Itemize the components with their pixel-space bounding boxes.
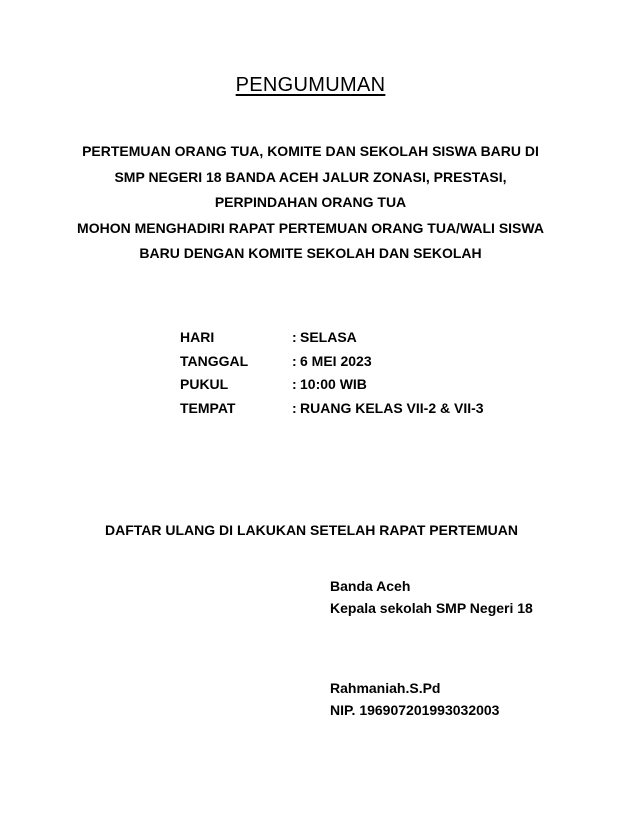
detail-separator: : bbox=[292, 329, 297, 345]
document-title: PENGUMUMAN bbox=[235, 74, 386, 96]
intro-line: MOHON MENGHADIRI RAPAT PERTEMUAN ORANG TUA/WALI SISWA bbox=[77, 219, 544, 236]
signature-position: Kepala sekolah SMP Negeri 18 bbox=[330, 600, 533, 616]
intro-line: BARU DENGAN KOMITE SEKOLAH DAN SEKOLAH bbox=[139, 245, 482, 261]
detail-separator: : bbox=[292, 352, 297, 369]
signature-footer bbox=[330, 677, 499, 721]
re-registration-note: DAFTAR ULANG DI LAKUKAN SETELAH RAPAT PERTEMUAN bbox=[105, 522, 518, 538]
detail-row-time bbox=[180, 373, 484, 397]
detail-value: 6 MEI 2023 bbox=[300, 352, 372, 369]
detail-row-date bbox=[180, 350, 484, 374]
announcement-intro bbox=[0, 139, 621, 267]
signature-place: Banda Aceh bbox=[330, 578, 411, 594]
detail-value: RUANG KELAS VII-2 & VII-3 bbox=[300, 399, 484, 416]
intro-line: SMP NEGERI 18 BANDA ACEH JALUR ZONASI, PRESTASI, bbox=[114, 168, 507, 185]
event-details bbox=[180, 326, 484, 420]
signature-header bbox=[330, 575, 533, 619]
signature-nip: NIP. 196907201993032003 bbox=[330, 702, 500, 718]
detail-label: TANGGAL bbox=[180, 352, 249, 369]
detail-row-day bbox=[180, 326, 484, 350]
detail-value: SELASA bbox=[300, 329, 357, 345]
intro-line: PERPINDAHAN ORANG TUA bbox=[214, 194, 407, 210]
intro-line: PERTEMUAN ORANG TUA, KOMITE DAN SEKOLAH SISWA BARU DI bbox=[82, 143, 539, 159]
detail-separator: : bbox=[292, 399, 297, 416]
detail-row-place bbox=[180, 397, 484, 421]
signature-name: Rahmaniah.S.Pd bbox=[330, 680, 441, 696]
detail-label: TEMPAT bbox=[180, 399, 236, 416]
detail-label: PUKUL bbox=[180, 376, 229, 392]
detail-separator: : bbox=[292, 376, 297, 392]
detail-value: 10:00 WIB bbox=[300, 376, 367, 392]
detail-label: HARI bbox=[180, 329, 215, 345]
